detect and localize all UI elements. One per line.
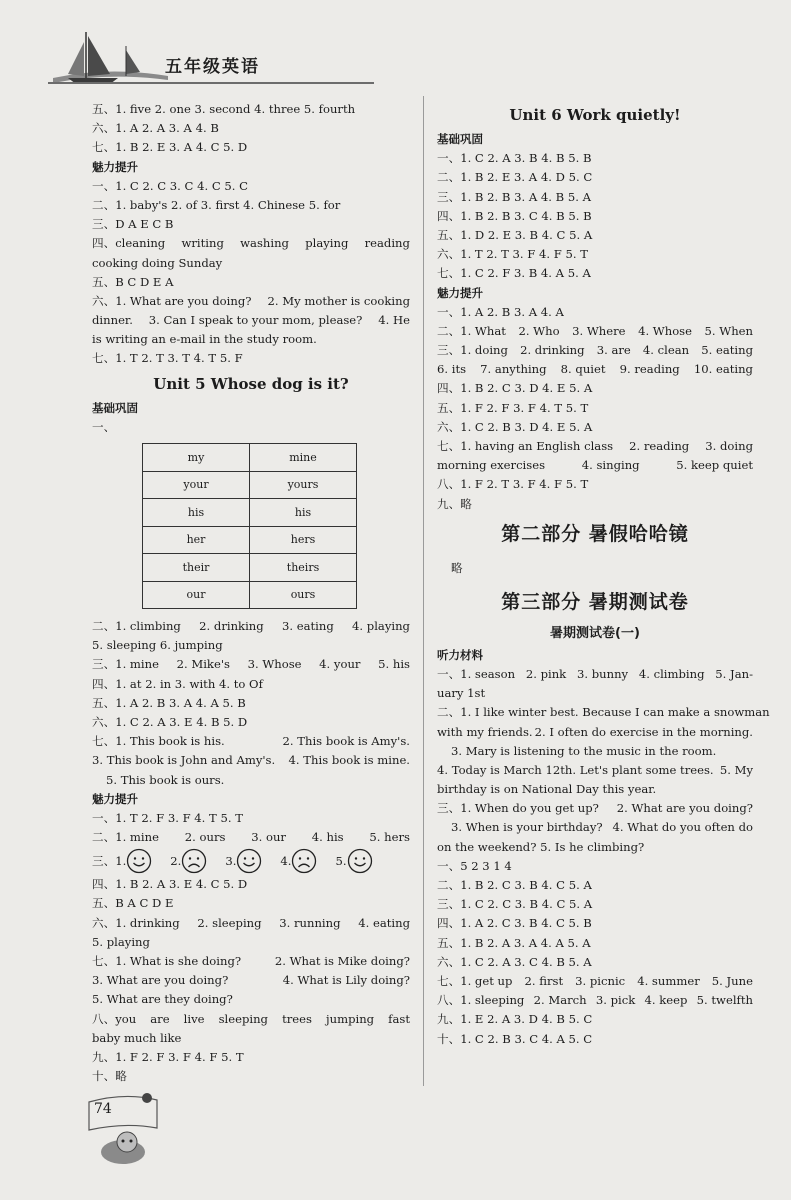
answer-line: is writing an e-mail in the study room. bbox=[92, 332, 317, 347]
answer-word: 10. eating bbox=[693, 362, 753, 377]
answer-line: 三、1. C 2. C 3. B 4. C 5. A bbox=[437, 897, 593, 912]
answer-line: 六、1. C 2. A 3. E 4. B 5. D bbox=[92, 714, 248, 729]
page-header-title: 五年级英语 bbox=[165, 57, 260, 77]
answer-line: on the weekend? 5. Is he climbing? bbox=[437, 839, 645, 854]
answer-word: 5. Jan- bbox=[715, 666, 753, 681]
answer-word: reading bbox=[364, 236, 410, 251]
answer-word: 四、cleaning bbox=[92, 236, 166, 251]
answer-word: 4. Whose bbox=[638, 323, 692, 338]
face-answer bbox=[225, 848, 262, 874]
answer-word: 9. reading bbox=[619, 362, 680, 377]
answer-line: 5. This book is ours. bbox=[106, 772, 225, 787]
answer-word: 5. hers bbox=[369, 830, 410, 845]
smiley-face-icon bbox=[347, 848, 373, 874]
answer-line bbox=[92, 311, 410, 330]
answer-line bbox=[92, 1010, 410, 1029]
answer-part: 六、1. What are you doing? bbox=[92, 293, 252, 308]
answer-part: 2. My mother is cooking bbox=[267, 293, 410, 308]
face-number: 3. bbox=[225, 853, 237, 868]
answer-line: 四、1. A 2. C 3. B 4. C 5. B bbox=[437, 916, 592, 931]
answer-word: 三、1. mine bbox=[92, 657, 159, 672]
answer-word: trees bbox=[282, 1011, 312, 1026]
answer-line bbox=[92, 914, 410, 933]
face-number: 1. bbox=[115, 853, 127, 868]
answer-line: 七、1. C 2. F 3. B 4. A 5. A bbox=[437, 266, 591, 281]
face-answer bbox=[280, 848, 317, 874]
table-row bbox=[143, 581, 357, 609]
answer-line: 五、1. D 2. E 3. B 4. C 5. A bbox=[437, 227, 593, 242]
face-number: 2. bbox=[170, 853, 182, 868]
answer-line bbox=[437, 761, 753, 780]
faces-answer-line bbox=[92, 847, 410, 875]
answer-word: fast bbox=[388, 1011, 410, 1026]
table-cell: your bbox=[143, 471, 250, 499]
answer-line: 四、1. B 2. C 3. D 4. E 5. A bbox=[437, 381, 593, 396]
answer-word: 2. sleeping bbox=[197, 915, 262, 930]
answer-line: uary 1st bbox=[437, 686, 486, 701]
answer-part: 5. My bbox=[719, 762, 753, 777]
left-column bbox=[92, 100, 410, 1086]
section-heading: 魅力提升 bbox=[92, 791, 138, 806]
smiley-face-icon bbox=[126, 848, 152, 874]
unit-title: Unit 5 Whose dog is it? bbox=[153, 374, 349, 393]
test-title: 暑期测试卷(一) bbox=[550, 625, 640, 641]
right-column bbox=[437, 100, 770, 1049]
table-cell: my bbox=[143, 444, 250, 472]
answer-word: 3. Where bbox=[572, 323, 626, 338]
answer-word: 4. eating bbox=[358, 915, 410, 930]
answer-word: 七、1. get up bbox=[437, 973, 513, 988]
answer-part: with my friends. bbox=[437, 724, 533, 739]
answer-word: 3. Whose bbox=[247, 657, 302, 672]
answer-word: 4. his bbox=[311, 830, 344, 845]
unit-title: Unit 6 Work quietly! bbox=[509, 106, 681, 124]
answer-word: 8. quiet bbox=[560, 362, 606, 377]
answer-word: 二、1. climbing bbox=[92, 619, 181, 633]
answer-word: 2. ours bbox=[184, 830, 226, 845]
answer-line bbox=[437, 665, 753, 684]
answer-part: 4. What do you often do bbox=[612, 820, 753, 835]
table-cell: yours bbox=[250, 471, 357, 499]
face-number: 5. bbox=[335, 853, 347, 868]
answer-line: 三、D A E C B bbox=[92, 217, 174, 232]
answer-line bbox=[437, 322, 753, 341]
face-answer bbox=[115, 848, 152, 874]
pronoun-table bbox=[142, 443, 357, 609]
answer-line: 略 bbox=[451, 560, 463, 575]
answer-word: 2. first bbox=[524, 973, 564, 988]
table-cell: his bbox=[250, 499, 357, 527]
answer-line: 五、1. F 2. F 3. F 4. T 5. T bbox=[437, 400, 589, 415]
answer-line: 五、1. A 2. B 3. A 4. A 5. B bbox=[92, 695, 246, 710]
answer-line: 一、1. A 2. B 3. A 4. A bbox=[437, 304, 564, 319]
table-cell: her bbox=[143, 526, 250, 554]
answer-word: 7. anything bbox=[480, 362, 547, 377]
answer-word: 4. clean bbox=[642, 343, 690, 358]
answer-line: 四、1. at 2. in 3. with 4. to Of bbox=[92, 676, 263, 691]
answer-line: 5. What are they doing? bbox=[92, 992, 233, 1007]
answer-word: playing bbox=[305, 236, 349, 251]
section-heading: 基础巩固 bbox=[92, 400, 138, 415]
answer-part: 3. When is your birthday? bbox=[451, 820, 603, 835]
answer-word: 6. its bbox=[437, 362, 467, 377]
answer-word: 5. his bbox=[378, 657, 410, 672]
answer-word: 3. picnic bbox=[575, 973, 626, 988]
answer-line: 3. Mary is listening to the music in the room. bbox=[451, 743, 717, 758]
answer-word: sleeping bbox=[218, 1011, 268, 1026]
table-cell: ours bbox=[250, 581, 357, 609]
answer-line: cooking doing Sunday bbox=[92, 255, 223, 270]
answer-line: birthday is on National Day this year. bbox=[437, 782, 657, 797]
answer-word: 3. bunny bbox=[576, 666, 629, 681]
answer-part: 3. This book is John and Amy's. bbox=[92, 753, 276, 768]
section-heading: 基础巩固 bbox=[437, 132, 483, 146]
answer-line: 九、略 bbox=[437, 496, 472, 511]
answer-line: 六、1. C 2. A 3. C 4. B 5. A bbox=[437, 954, 592, 969]
answer-line bbox=[92, 828, 410, 847]
answer-word: 2. drinking bbox=[199, 619, 264, 633]
answer-part: 4. singing bbox=[581, 458, 640, 473]
answer-line: 二、1. I like winter best. Because I can make a snowman bbox=[437, 705, 770, 720]
question-label: 三、 bbox=[92, 853, 116, 868]
frowning-face-icon bbox=[291, 848, 317, 874]
answer-line bbox=[437, 341, 753, 360]
answer-word: 2. drinking bbox=[520, 343, 585, 358]
answer-line bbox=[92, 971, 410, 990]
answer-word: 2. Who bbox=[518, 323, 560, 338]
answer-word: 3. running bbox=[279, 915, 341, 930]
answer-word: 3. eating bbox=[281, 619, 334, 633]
section-heading: 听力材料 bbox=[437, 647, 483, 662]
table-row bbox=[143, 471, 357, 499]
answer-part: 4. He bbox=[378, 313, 410, 328]
answer-part: 2. What is Mike doing? bbox=[274, 954, 410, 968]
table-row bbox=[143, 526, 357, 554]
answer-word: 2. March bbox=[533, 993, 587, 1008]
answer-line bbox=[437, 972, 753, 991]
answer-line bbox=[437, 437, 753, 456]
section-heading: 魅力提升 bbox=[437, 285, 483, 300]
section-heading: 魅力提升 bbox=[92, 159, 138, 174]
part-title: 第三部分 暑期测试卷 bbox=[501, 590, 689, 613]
answer-word: 一、1. season bbox=[437, 666, 516, 681]
answer-line: 五、B A C D E bbox=[92, 896, 174, 911]
answer-word: 4. playing bbox=[352, 619, 410, 633]
table-cell: theirs bbox=[250, 554, 357, 582]
answer-line: 一、1. C 2. A 3. B 4. B 5. B bbox=[437, 151, 592, 166]
answer-line: 九、1. E 2. A 3. D 4. B 5. C bbox=[437, 1012, 593, 1027]
answer-word: 5. When bbox=[704, 323, 753, 338]
table-cell: their bbox=[143, 554, 250, 582]
table-row bbox=[143, 554, 357, 582]
answer-line bbox=[92, 751, 410, 770]
answer-line: 二、1. B 2. E 3. A 4. D 5. C bbox=[437, 170, 593, 185]
answer-line bbox=[437, 456, 753, 475]
answer-line: 五、B C D E A bbox=[92, 274, 174, 289]
answer-line: 一、1. C 2. C 3. C 4. C 5. C bbox=[92, 178, 249, 193]
answer-line: 五、1. B 2. A 3. A 4. A 5. A bbox=[437, 935, 591, 950]
answer-line bbox=[92, 655, 410, 674]
answer-part: 三、1. When do you get up? bbox=[437, 801, 599, 816]
answer-part: 七、1. This book is his. bbox=[92, 734, 225, 749]
answer-word: 5. June bbox=[711, 973, 753, 988]
table-row bbox=[143, 499, 357, 527]
answer-word: 4. climbing bbox=[638, 666, 705, 681]
answer-part: 2. I often do exercise in the morning. bbox=[534, 724, 753, 739]
answer-word: are bbox=[150, 1011, 170, 1026]
answer-line: 5. sleeping 6. jumping bbox=[92, 638, 223, 653]
answer-line: 一、1. T 2. F 3. F 4. T 5. T bbox=[92, 810, 243, 825]
answer-line: 六、1. T 2. T 3. F 4. F 5. T bbox=[437, 247, 588, 262]
answer-word: washing bbox=[240, 236, 289, 251]
answer-part: 2. What are you doing? bbox=[616, 801, 753, 816]
answer-part: 4. What is Lily doing? bbox=[282, 973, 410, 988]
page-number: 74 bbox=[94, 1101, 112, 1117]
part-title: 第二部分 暑假哈哈镜 bbox=[501, 522, 689, 545]
answer-part: 3. Can I speak to your mom, please? bbox=[148, 313, 363, 328]
answer-part: 5. keep quiet bbox=[676, 458, 753, 473]
answer-line: 四、1. B 2. A 3. E 4. C 5. D bbox=[92, 877, 248, 892]
answer-word: 2. Mike's bbox=[176, 657, 230, 672]
answer-part: 七、1. What is she doing? bbox=[92, 954, 242, 968]
answer-line bbox=[92, 234, 410, 253]
answer-line: 十、1. C 2. B 3. C 4. A 5. C bbox=[437, 1031, 593, 1046]
answer-line: 六、1. A 2. A 3. A 4. B bbox=[92, 121, 219, 136]
table-cell: mine bbox=[250, 444, 357, 472]
answer-line bbox=[92, 732, 410, 751]
answer-part: 3. What are you doing? bbox=[92, 973, 229, 988]
answer-part: 2. This book is Amy's. bbox=[282, 734, 410, 749]
answer-word: 5. twelfth bbox=[696, 993, 753, 1008]
answer-word: 六、1. drinking bbox=[92, 915, 180, 930]
table-row bbox=[143, 444, 357, 472]
answer-line bbox=[437, 991, 753, 1010]
answer-word: 3. our bbox=[251, 830, 286, 845]
answer-line: 二、1. baby's 2. of 3. first 4. Chinese 5. for bbox=[92, 197, 341, 212]
answer-word: 八、you bbox=[92, 1011, 137, 1026]
answer-line bbox=[437, 360, 753, 379]
answer-line bbox=[92, 952, 410, 971]
answer-word: 4. your bbox=[319, 657, 361, 672]
face-answer bbox=[335, 848, 372, 874]
answer-line: 5. playing bbox=[92, 934, 150, 949]
header-divider bbox=[48, 82, 374, 84]
answer-part: 七、1. having an English class bbox=[437, 439, 614, 453]
answer-part: 3. doing bbox=[705, 439, 753, 453]
answer-word: jumping bbox=[326, 1011, 375, 1026]
question-label: 一、 bbox=[92, 419, 116, 434]
answer-word: live bbox=[183, 1011, 205, 1026]
answer-part: morning exercises bbox=[437, 458, 546, 473]
answer-line: 二、1. B 2. C 3. B 4. C 5. A bbox=[437, 878, 592, 892]
answer-word: 2. pink bbox=[525, 666, 567, 681]
answer-word: writing bbox=[181, 236, 224, 251]
answer-word: 5. eating bbox=[701, 343, 753, 358]
table-cell: his bbox=[143, 499, 250, 527]
answer-line: 四、1. B 2. B 3. C 4. B 5. B bbox=[437, 208, 592, 223]
answer-part: dinner. bbox=[92, 313, 133, 328]
answer-line: 七、1. B 2. E 3. A 4. C 5. D bbox=[92, 140, 248, 155]
answer-line: 一、5 2 3 1 4 bbox=[437, 858, 512, 873]
smiley-face-icon bbox=[236, 848, 262, 874]
answer-line: 三、1. B 2. B 3. A 4. B 5. A bbox=[437, 189, 591, 204]
answer-word: 二、1. mine bbox=[92, 830, 159, 845]
answer-line bbox=[92, 617, 410, 636]
answer-line: 六、1. C 2. B 3. D 4. E 5. A bbox=[437, 419, 593, 434]
answer-word: 三、1. doing bbox=[437, 343, 508, 358]
answer-word: 3. pick bbox=[595, 993, 636, 1008]
answer-line: 九、1. F 2. F 3. F 4. F 5. T bbox=[92, 1049, 244, 1064]
answer-line bbox=[437, 799, 753, 818]
answer-line bbox=[437, 818, 753, 837]
answer-line: baby much like bbox=[92, 1030, 182, 1045]
answer-line: 十、略 bbox=[92, 1069, 127, 1084]
answer-part: 4. This book is mine. bbox=[288, 753, 410, 768]
answer-part: 4. Today is March 12th. Let's plant some trees. bbox=[437, 762, 714, 777]
table-cell: our bbox=[143, 581, 250, 609]
answer-line: 七、1. T 2. T 3. T 4. T 5. F bbox=[92, 351, 243, 366]
answer-word: 二、1. What bbox=[437, 323, 506, 338]
frowning-face-icon bbox=[181, 848, 207, 874]
answer-line: 八、1. F 2. T 3. F 4. F 5. T bbox=[437, 477, 589, 492]
table-cell: hers bbox=[250, 526, 357, 554]
face-number: 4. bbox=[280, 853, 292, 868]
column-divider bbox=[423, 96, 424, 1086]
answer-word: 八、1. sleeping bbox=[437, 993, 525, 1008]
answer-word: 3. are bbox=[596, 343, 631, 358]
answer-word: 4. keep bbox=[644, 993, 688, 1008]
answer-part: 2. reading bbox=[629, 439, 690, 453]
answer-line: 五、1. five 2. one 3. second 4. three 5. fourth bbox=[92, 102, 356, 116]
answer-word: 4. summer bbox=[637, 973, 700, 988]
answer-line bbox=[437, 723, 753, 742]
answer-line bbox=[92, 292, 410, 311]
face-answer bbox=[170, 848, 207, 874]
